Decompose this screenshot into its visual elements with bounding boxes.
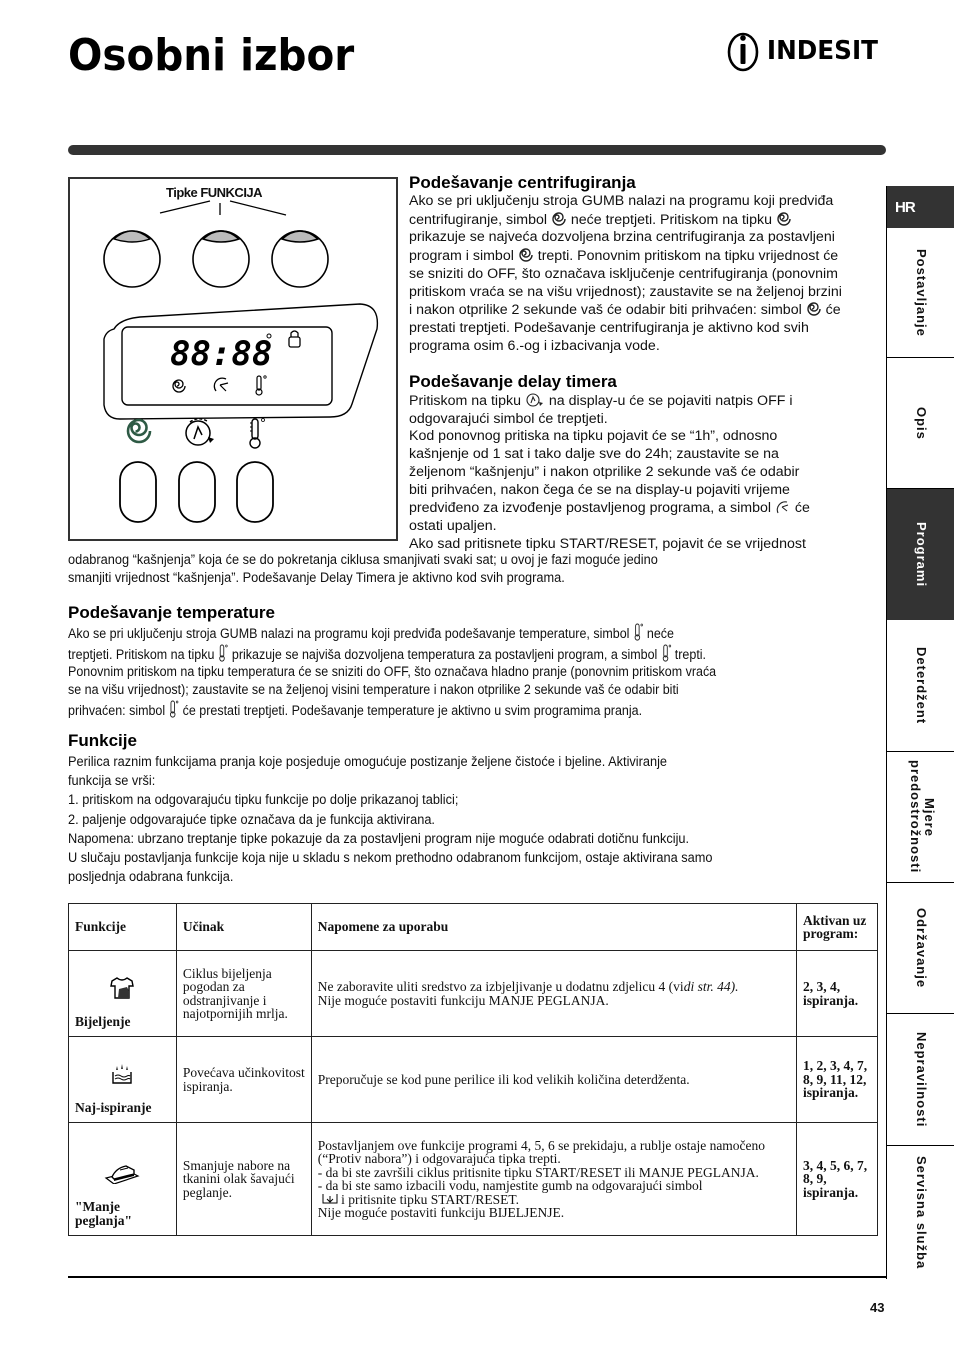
text-line: prestati treptjeti. Podešavanje centrifugiranja je aktivno kod svih bbox=[409, 319, 809, 336]
text-line: se sniziti do OFF, što označava isključenje centrifugiranja (ponovnim bbox=[409, 265, 838, 282]
section-body-delay-continued bbox=[68, 552, 883, 587]
sidebar-item-deterdzent[interactable] bbox=[887, 620, 954, 752]
thermometer-icon bbox=[250, 419, 265, 449]
text-line: Ako sad pritisnete tipku START/RESET, pojavit će se vrijednost bbox=[409, 535, 806, 552]
tab-label: Postavljanje bbox=[914, 248, 929, 337]
text-line: Ponovnim pritiskom na tipku temperatura će se sniziti do OFF, što označava hladno pranje (ponovnim pritiskom vraća bbox=[68, 664, 717, 681]
notes-cell: Preporučuje se kod pune perilice ili kod velikih količina deterdženta. bbox=[311, 1037, 796, 1123]
delay-timer-button[interactable] bbox=[179, 462, 215, 522]
col-header-function: Funkcije bbox=[69, 904, 177, 951]
functions-table bbox=[68, 903, 878, 1236]
section-body-delay bbox=[409, 392, 879, 553]
lang-tab bbox=[887, 186, 954, 228]
table-row bbox=[69, 1037, 878, 1123]
text-line: Pritiskom na tipku na display-u će se pojaviti natpis OFF i bbox=[409, 393, 793, 409]
sidebar-item-servisna-sluzba[interactable] bbox=[887, 1146, 954, 1279]
iron-icon bbox=[104, 1162, 140, 1184]
panel-caption: Tipke FUNKCIJA bbox=[166, 185, 263, 200]
tab-label: Opis bbox=[914, 406, 929, 440]
sidebar-item-nepravilnosti[interactable] bbox=[887, 1014, 954, 1146]
sidebar-item-opis[interactable] bbox=[887, 358, 954, 489]
table-header-row bbox=[69, 904, 878, 951]
drain-symbol-icon bbox=[322, 1193, 338, 1205]
indesit-logo bbox=[726, 30, 881, 72]
tab-label: Deterdžent bbox=[914, 646, 929, 725]
text-line: treptjeti. Pritiskom na tipku prikazuje se najviša dozvoljena temperatura za postavljeni program, a simbol trepti. bbox=[68, 644, 785, 665]
spin-icon bbox=[806, 301, 822, 317]
text-line: 2. paljenje odgovarajuće tipke označava da je funkcija aktivirana. bbox=[68, 811, 435, 828]
table-row bbox=[69, 1123, 878, 1236]
text-line: U slučaju postavljanja funkcije koja nije u skladu s nekom prethodno odabranom funkcijom, ostaje aktivirana samo bbox=[68, 850, 713, 867]
lang-label: HR bbox=[895, 198, 915, 216]
sidebar-item-odrzavanje[interactable] bbox=[887, 883, 954, 1014]
temperature-button[interactable] bbox=[237, 462, 273, 522]
section-title-temperature: Podešavanje temperature bbox=[68, 603, 275, 622]
text-line: ostati upaljen. bbox=[409, 517, 497, 534]
section-body-functions bbox=[68, 753, 883, 887]
footer-divider bbox=[68, 1276, 886, 1278]
text-line: Ako se pri uključenju stroja GUMB nalazi na programu koji predviđa bbox=[409, 193, 834, 209]
extra-rinse-icon bbox=[111, 1063, 133, 1085]
note-line: Nije moguće postaviti funkciju BIJELJENJE. bbox=[317, 1205, 565, 1220]
note-line: Postavljanjem ove funkcije programi 4, 5, 6 se prekidaju, a rublje ostaje namočeno (“Protiv nabora”) i odgovarajuća tipka trepti. bbox=[317, 1137, 766, 1166]
sidebar-item-mjere-predostroznosti[interactable] bbox=[887, 752, 954, 883]
spin-icon bbox=[776, 211, 792, 227]
text-line: centrifugiranje, simbol neće treptjeti. Pritiskom na tipku bbox=[409, 211, 879, 230]
section-body-temperature bbox=[68, 623, 883, 721]
delay-indicator-icon bbox=[775, 499, 791, 515]
function-cell bbox=[69, 1037, 177, 1123]
text-line: programa osim 6.-og i izbacivanja vode. bbox=[409, 337, 660, 354]
section-body-spin bbox=[409, 193, 879, 355]
tab-label: Mjere predostrožnosti bbox=[908, 760, 937, 874]
function-name: Naj-ispiranje bbox=[75, 1099, 152, 1115]
tab-label: Održavanje bbox=[914, 907, 929, 989]
tab-label: Nepravilnosti bbox=[914, 1031, 929, 1128]
note-line: - da bi ste završili ciklus pritisnite tipku START/RESET ili MANJE PEGLANJA. bbox=[317, 1164, 759, 1180]
text-line: biti prihvaćen, nakon čega će se na display-u pojaviti vrijeme bbox=[409, 481, 790, 498]
text-line: Kod ponovnog pritiska na tipku pojavit će se “1h”, odnosno bbox=[409, 428, 778, 445]
function-cell bbox=[69, 1123, 177, 1236]
thermometer-icon bbox=[661, 644, 672, 662]
text-line: odgovarajući simbol će treptjeti. bbox=[409, 410, 608, 427]
notes-cell bbox=[311, 951, 796, 1037]
note-line: Nije moguće postaviti funkciju MANJE PEGLANJA. bbox=[317, 992, 609, 1008]
note-line: Ne zaboravite uliti sredstvo za izbjeljivanje u dodatnu zdjelicu 4 (vi bbox=[317, 979, 684, 994]
function-cell bbox=[69, 951, 177, 1037]
text-line: se na višu vrijednost); zaustavite se na željenoj visini temperature i nakon otprilike 2 sekunde vaš će odabir biti bbox=[68, 682, 679, 699]
text-line: željenom “kašnjenju” i nakon otprilike 2 sekunde vaš će odabir bbox=[409, 463, 800, 480]
header-divider bbox=[68, 145, 886, 155]
function-name: Bijeljenje bbox=[75, 1013, 131, 1029]
function-button-3[interactable] bbox=[272, 231, 328, 287]
function-name: "Manje peglanja" bbox=[75, 1199, 132, 1228]
tab-label: Programi bbox=[914, 521, 929, 588]
delay-timer-icon bbox=[525, 392, 545, 408]
text-line: predviđeno za izvođenje postavljenog programa, a simbol će bbox=[409, 500, 810, 517]
text-line: program i simbol trepti. Ponovnim pritiskom na tipku vrijednost će bbox=[409, 248, 839, 265]
text-line: posljednja odabrana funkcija. bbox=[68, 869, 234, 886]
programs-cell: 1, 2, 3, 4, 7, 8, 9, 11, 12, ispiranja. bbox=[796, 1037, 877, 1123]
col-header-notes: Napomene za uporabu bbox=[311, 904, 796, 951]
text-line: funkcija se vrši: bbox=[68, 773, 156, 790]
spin-icon bbox=[551, 211, 567, 227]
spin-icon bbox=[128, 420, 150, 442]
section-title-delay: Podešavanje delay timera bbox=[409, 372, 617, 391]
text-line: prihvaćen: simbol će prestati treptjeti. Podešavanje temperature je aktivno u svim programima pranja. bbox=[68, 700, 785, 721]
text-line: odabranog “kašnjenja” koja će se do pokretanja ciklusa smanjivati svaki sat; u ovoj je fazi moguće jedino bbox=[68, 552, 658, 568]
note-line: di str. 44). bbox=[683, 979, 739, 994]
notes-cell bbox=[311, 1123, 796, 1236]
col-header-effect: Učinak bbox=[176, 904, 311, 951]
sidebar-item-postavljanje[interactable] bbox=[887, 228, 954, 358]
effect-cell: Ciklus bijeljenja pogodan za odstranjivanje i najotpornijih mrlja. bbox=[176, 951, 311, 1037]
effect-cell: Povećava učinkovitost ispiranja. bbox=[176, 1037, 311, 1123]
function-button-1[interactable] bbox=[104, 231, 160, 287]
text-line: 1. pritiskom na odgovarajuću tipku funkcije po dolje prikazanoj tablici; bbox=[68, 792, 459, 809]
function-button-2[interactable] bbox=[193, 231, 249, 287]
spin-button[interactable] bbox=[120, 462, 156, 522]
text-line: Napomena: ubrzano treptanje tipke pokazuje da za postavljeni program nije moguće odabrati dotičnu funkciju. bbox=[68, 830, 690, 847]
thermometer-icon bbox=[633, 623, 644, 641]
sidebar-item-programi[interactable] bbox=[887, 489, 954, 620]
page-title: Osobni izbor bbox=[68, 30, 355, 81]
col-header-programs: Aktivan uz program: bbox=[796, 904, 877, 951]
text-line: i nakon otprilike 2 sekunde vaš će odabir biti prihvaćen: simbol će bbox=[409, 302, 841, 319]
display-digits: 88:88 bbox=[170, 334, 273, 374]
text-line: smanjiti vrijednost “kašnjenja”. Podešavanje Delay Timera je aktivno kod svih programa. bbox=[68, 569, 565, 586]
side-nav bbox=[886, 186, 954, 1279]
thermometer-icon bbox=[218, 644, 229, 662]
text-line: Perilica raznim funkcijama pranja koje posjeduje omogućuje postizanje željene čistoće i bjeline. Aktiviranje bbox=[68, 754, 668, 770]
brand-name: INDESIT bbox=[766, 36, 878, 66]
spin-icon bbox=[518, 247, 534, 263]
effect-cell: Smanjuje nabore na tkanini olak šavajući peglanje. bbox=[176, 1123, 311, 1236]
note-line: i pritisnite tipku START/RESET. bbox=[341, 1191, 520, 1207]
programs-cell: 2, 3, 4, ispiranja. bbox=[796, 951, 877, 1037]
shirt-bleach-icon bbox=[110, 977, 134, 999]
tab-label: Servisna služba bbox=[914, 1155, 929, 1270]
section-title-spin: Podešavanje centrifugiranja bbox=[409, 173, 636, 192]
control-panel-illustration bbox=[68, 177, 398, 541]
text-line: kašnjenje od 1 sat i tako dalje sve do 24h; zaustavite se na bbox=[409, 446, 779, 463]
text-line: pritiskom vraća se na višu vrijednost); zaustavite se na željenoj brzini bbox=[409, 283, 842, 300]
programs-cell: 3, 4, 5, 6, 7, 8, 9, ispiranja. bbox=[796, 1123, 877, 1236]
page-number: 43 bbox=[870, 1300, 885, 1315]
indesit-i-icon bbox=[726, 30, 760, 72]
note-line: - da bi ste samo izbacili vodu, namjestite gumb na odgovarajući simbol bbox=[317, 1178, 703, 1193]
text-line: Ako se pri uključenju stroja GUMB nalazi na programu koji predviđa podešavanje temperature, simbol neće bbox=[68, 623, 785, 644]
text-line: prikazuje se najveća dozvoljena brzina centrifugiranja za postavljeni bbox=[409, 229, 835, 246]
table-row bbox=[69, 951, 878, 1037]
section-title-functions: Funkcije bbox=[68, 731, 137, 750]
thermometer-icon bbox=[169, 700, 180, 718]
delay-timer-icon bbox=[186, 419, 214, 445]
